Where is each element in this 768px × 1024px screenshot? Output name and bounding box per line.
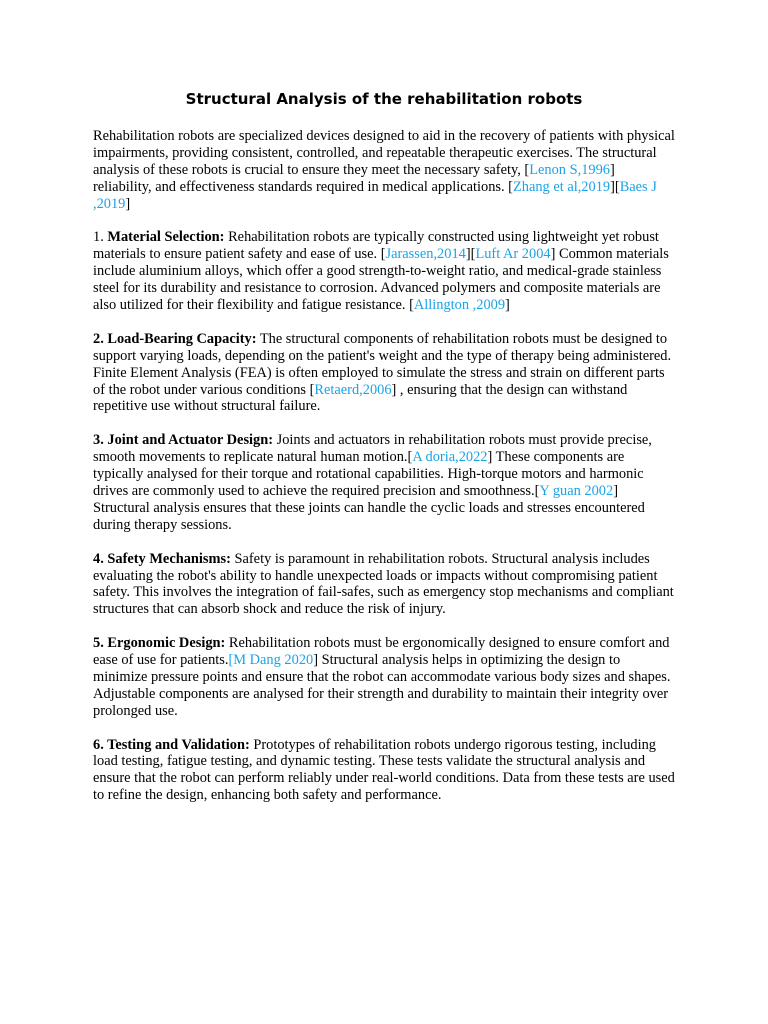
citation-link[interactable]: A doria,2022 [412, 449, 488, 466]
paragraph-text: Safety is paramount in rehabilitation robots. Structural analysis includes evaluating the robot's ability to handle unexpected loads or impacts without compromising patient safety. This involves the integration of fail-safes, such as emergency stop mechanisms and compliant structures that can absorb shock and reduce the risk of injury. [93, 550, 674, 618]
document-title: Structural Analysis of the rehabilitation robots [185, 90, 583, 108]
paragraph-text: ] Structural analysis ensures that these joints can handle the cyclic loads and stresses encountered during therapy sessions. [93, 482, 645, 533]
citation-link[interactable]: Jarassen,2014 [385, 246, 466, 263]
paragraph-text: 1. [93, 229, 108, 246]
paragraph-6 [93, 635, 675, 720]
citation-link[interactable]: Luft Ar 2004 [475, 246, 551, 263]
paragraph-text: ] [125, 195, 131, 212]
paragraph-3 [93, 331, 675, 416]
paragraph-2 [93, 229, 675, 314]
paragraph-5 [93, 551, 675, 619]
document-body [93, 128, 675, 804]
paragraph-1 [93, 128, 675, 213]
paragraph-text: Joints and actuators in rehabilitation robots must provide precise, smooth movements to replicate natural human motion.[ [93, 432, 652, 466]
paragraph-text: Prototypes of rehabilitation robots undergo rigorous testing, including load testing, fatigue testing, and dynamic testing. These tests validate the structural analysis and ensure that the robot can perform reliably under real-world conditions. Data from these tests are used to refine the design, enhancing both safety and performance. [93, 736, 675, 804]
paragraph-text: ] reliability, and effectiveness standards required in medical applications. [ [93, 161, 615, 195]
paragraph-text: Rehabilitation robots must be ergonomically designed to ensure comfort and ease of use for patients. [93, 635, 670, 669]
citation-link[interactable]: Baes J ,2019 [93, 178, 657, 212]
citation-link[interactable]: Lenon S,1996 [529, 161, 610, 178]
section-heading: 5. Ergonomic Design: [93, 635, 226, 652]
paragraph-4 [93, 432, 675, 533]
paragraph-text: ][ [465, 246, 476, 263]
paragraph-text: ] [505, 297, 510, 314]
citation-link[interactable]: Zhang et al,2019 [512, 178, 611, 195]
paragraph-text: Rehabilitation robots are specialized devices designed to aid in the recovery of patients with physical impairments, providing consistent, controlled, and repeatable therapeutic exercises. The structural analysis of these robots is crucial to ensure they meet the necessary safety, [ [93, 128, 675, 178]
citation-link[interactable]: Y guan 2002 [539, 482, 614, 499]
paragraph-text: ] These components are typically analysed for their torque and rotational capabilities. High-torque motors and harmonic drives are commonly used to achieve the required precision and smoothness.[ [93, 449, 644, 499]
section-heading: 3. Joint and Actuator Design: [93, 432, 274, 449]
citation-link[interactable]: Allington ,2009 [413, 297, 506, 314]
paragraph-text: ] Structural analysis helps in optimizing the design to minimize pressure points and ensure that the robot can accommodate various body sizes and shapes. Adjustable components are analysed for their strength and durability to maintain their integrity over prolonged use. [93, 652, 671, 719]
paragraph-text: The structural components of rehabilitation robots must be designed to support varying loads, depending on the patient's weight and the type of therapy being administered. Finite Element Analysis (FEA) is often employed to simulate the stress and strain on different parts of the robot under various conditions [ [93, 330, 672, 398]
paragraph-text: Rehabilitation robots are typically constructed using lightweight yet robust materials to ensure patient safety and ease of use. [ [93, 229, 659, 263]
paragraph-text: ][ [610, 178, 620, 195]
section-heading: 4. Safety Mechanisms: [93, 550, 231, 567]
citation-link[interactable]: Retaerd,2006 [314, 381, 392, 398]
section-heading: Material Selection: [107, 229, 225, 246]
paragraph-text: ] Common materials include aluminium alloys, which offer a good strength-to-weight ratio, and medical-grade stainless steel for its durability and resistance to corrosion. Advanced polymers and composite materials are also utilized for their flexibility and fatigue resistance. [ [93, 246, 669, 314]
citation-link[interactable]: [M Dang 2020 [228, 652, 314, 669]
section-heading: 6. Testing and Validation: [93, 736, 250, 753]
paragraph-text: ] , ensuring that the design can withstand repetitive use without structural failure. [93, 381, 628, 415]
paragraph-7 [93, 737, 675, 805]
section-heading: 2. Load-Bearing Capacity: [93, 330, 257, 347]
